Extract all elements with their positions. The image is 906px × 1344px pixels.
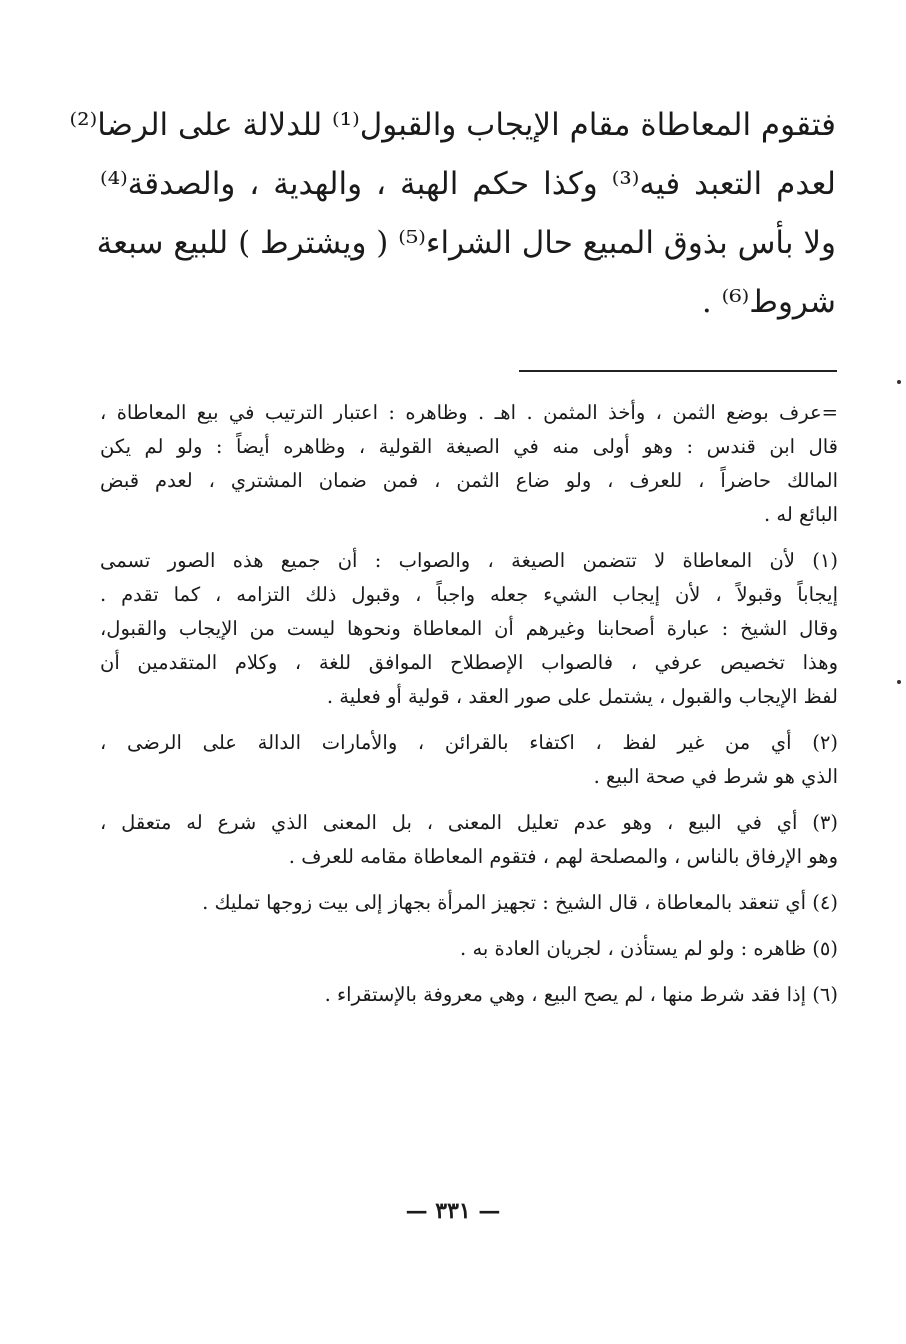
footnote-line: (٥) ظاهره : ولو لم يستأذن ، لجريان العادة به . [460,937,838,960]
footnote-line: وهذا تخصيص عرفي ، فالصواب الإصطلاح الموافق للغة ، وكلام المتقدمين أن [100,651,838,674]
footnote-line: =عرف بوضع الثمن ، وأخذ المثمن . اهـ . وظاهره : اعتبار الترتيب في بيع المعاطاة ، [100,401,838,424]
footnote-line: (٢) أي من غير لفظ ، اكتفاء بالقرائن ، والأمارات الدالة على الرضى ، [100,731,838,754]
footnote-line: (٦) إذا فقد شرط منها ، لم يصح البيع ، وهي معروفة بالإستقراء . [324,983,838,1006]
footnote-line: وهو الإرفاق بالناس ، والمصلحة لهم ، فتقوم المعاطاة مقامه للعرف . [288,845,838,868]
footnote-3 [100,806,838,874]
footnote-6 [100,978,838,1012]
main-text-line: شروط⁽⁶⁾ . [701,284,836,320]
footnote-line: إيجاباً وقبولاً ، لأن إيجاب الشيء جعله واجباً ، وقبول ذلك التزامه ، كما تقدم . [100,583,838,606]
footnote-line: لفظ الإيجاب والقبول ، يشتمل على صور العقد ، قولية أو فعلية . [326,685,838,708]
footnote-5 [100,932,838,966]
footnote-line: الذي هو شرط في صحة البيع . [593,765,838,788]
scan-speck [897,380,901,384]
main-text-line: ولا بأس بذوق المبيع حال الشراء⁽⁵⁾ ( ويشترط ) للبيع سبعة [96,225,836,261]
footnote-line: (١) لأن المعاطاة لا تتضمن الصيغة ، والصواب : أن جميع هذه الصور تسمى [100,549,838,572]
footnote-separator-rule [519,370,837,372]
page-number-dash-right: — [470,1198,501,1224]
footnotes-section [100,396,838,1012]
footnote-4 [100,886,838,920]
footnote-1 [100,544,838,714]
footnote-line: البائع له . [764,503,838,526]
footnote-2 [100,726,838,794]
page-number-dash-left: — [405,1198,436,1224]
footnote-line: وقال الشيخ : عبارة أصحابنا وغيرهم أن المعاطاة ونحوها ليست من الإيجاب والقبول، [100,617,838,640]
footnote-line: المالك حاضراً ، للعرف ، ولو ضاع الثمن ، فمن ضمان المشتري ، لعدم قبض [100,469,838,492]
page-number-value: ٣٣١ [435,1198,471,1224]
footnote-line: (٣) أي في البيع ، وهو عدم تعليل المعنى ، بل المعنى الذي شرع له متعقل ، [100,811,838,834]
footnote-line: قال ابن قندس : وهو أولى منه في الصيغة القولية ، وظاهره أيضاً : ولو لم يكن [100,435,838,458]
footnote-line: (٤) أي تنعقد بالمعاطاة ، قال الشيخ : تجهيز المرأة بجهاز إلى بيت زوجها تمليك . [202,891,838,914]
main-text-block [69,96,836,332]
footnote-continuation [100,396,838,532]
main-text-line: فتقوم المعاطاة مقام الإيجاب والقبول⁽¹⁾ للدلالة على الرضا⁽²⁾ [69,107,836,143]
page-number [0,1198,906,1224]
main-text-line: لعدم التعبد فيه⁽³⁾ وكذا حكم الهبة ، والهدية ، والصدقة⁽⁴⁾ [100,166,836,202]
scan-speck [897,680,901,684]
